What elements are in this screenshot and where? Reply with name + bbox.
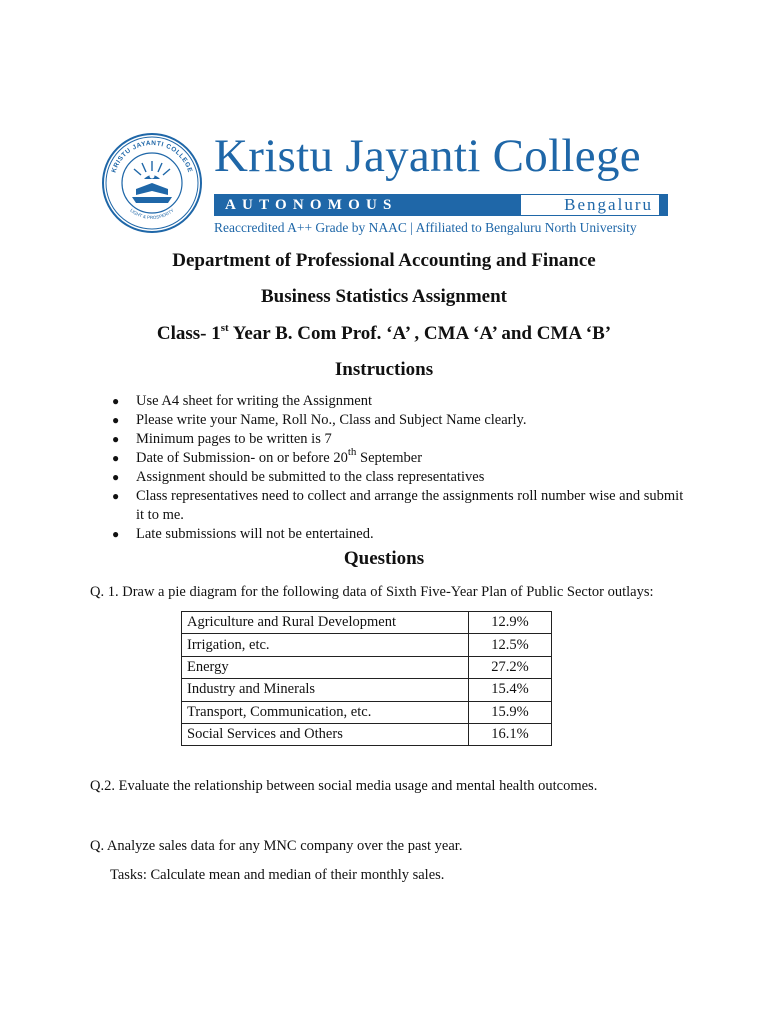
bullet-icon: ● (112, 489, 120, 503)
bullet-icon: ● (112, 451, 120, 465)
class-suffix: Year B. Com Prof. ‘A’ , CMA ‘A’ and CMA ‘B’ (228, 323, 612, 344)
bullet-icon: ● (112, 432, 120, 446)
bullet-icon: ● (112, 470, 120, 484)
percent-cell: 12.9% (469, 612, 552, 634)
percent-cell: 27.2% (469, 656, 552, 678)
assignment-title: Business Statistics Assignment (261, 286, 507, 307)
table-row (182, 701, 552, 723)
percent-cell: 12.5% (469, 634, 552, 656)
table-row (182, 634, 552, 656)
instructions-heading: Instructions (334, 359, 434, 380)
sector-cell: Irrigation, etc. (182, 634, 469, 656)
question-3: Q. Analyze sales data for any MNC company over the past year. (90, 838, 463, 854)
percent-cell: 15.4% (469, 679, 552, 701)
sector-cell: Social Services and Others (182, 723, 469, 745)
sector-cell: Agriculture and Rural Development (182, 612, 469, 634)
instruction-item: ● Minimum pages to be written is 7 (112, 431, 332, 447)
city-label: Bengaluru (564, 195, 653, 214)
percent-cell: 15.9% (469, 701, 552, 723)
table-row (182, 679, 552, 701)
table-row (182, 656, 552, 678)
instructions-list (108, 392, 688, 544)
college-header (100, 128, 670, 240)
bullet-icon: ● (112, 394, 120, 408)
sector-outlay-table (181, 611, 552, 746)
sector-cell: Energy (182, 656, 469, 678)
college-wordmark (214, 128, 670, 240)
department-title: Department of Professional Accounting and Finance (172, 250, 596, 271)
instruction-item: ● Late submissions will not be entertained. (112, 526, 374, 542)
college-seal-logo (100, 131, 204, 235)
question-1: Q. 1. Draw a pie diagram for the following data of Sixth Five-Year Plan of Public Sector outlays: (90, 584, 654, 600)
svg-text:KRISTU JAYANTI COLLEGE: KRISTU JAYANTI COLLEGE (110, 139, 194, 174)
sector-cell: Industry and Minerals (182, 679, 469, 701)
svg-text:LIGHT & PROSPERITY: LIGHT & PROSPERITY (129, 207, 175, 221)
class-title (0, 322, 768, 346)
instruction-item: ● Date of Submission- on or before 20th September (112, 446, 423, 466)
percent-cell: 16.1% (469, 723, 552, 745)
autonomous-label: AUTONOMOUS (215, 195, 521, 215)
college-name: Kristu Jayanti College (214, 130, 641, 182)
class-ordinal: st (220, 321, 229, 334)
bullet-icon: ● (112, 413, 120, 427)
class-prefix: Class- 1 (156, 323, 221, 344)
instruction-item: ● Please write your Name, Roll No., Class and Subject Name clearly. (112, 412, 527, 428)
questions-heading: Questions (343, 548, 425, 569)
table-row (182, 723, 552, 745)
table-row (182, 612, 552, 634)
instruction-item: ● Class representatives need to collect and arrange the assignments roll number wise and submit it to me. (112, 488, 684, 523)
sector-cell: Transport, Communication, etc. (182, 701, 469, 723)
instruction-item: ● Use A4 sheet for writing the Assignment (112, 393, 373, 409)
accreditation-line: Reaccredited A++ Grade by NAAC | Affiliated to Bengaluru North University (214, 220, 637, 235)
question-2: Q.2. Evaluate the relationship between social media usage and mental health outcomes. (90, 778, 598, 794)
instruction-item: ● Assignment should be submitted to the class representatives (112, 469, 485, 485)
bullet-icon: ● (112, 527, 120, 541)
question-3-tasks: Tasks: Calculate mean and median of their monthly sales. (110, 867, 445, 883)
autonomous-banner (214, 194, 668, 216)
banner-end-block (659, 195, 667, 215)
